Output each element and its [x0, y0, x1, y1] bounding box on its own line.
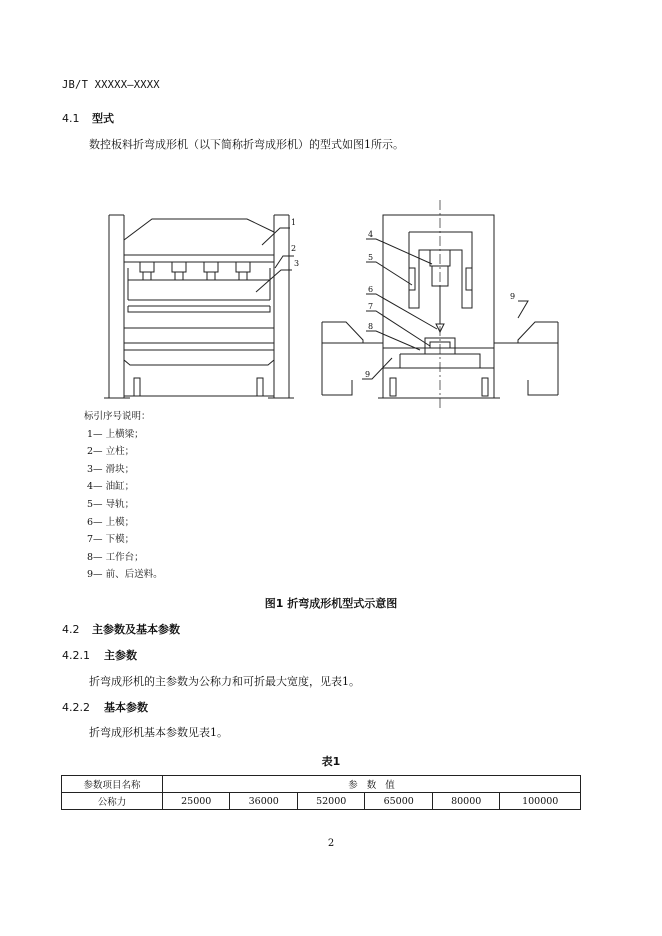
value-cell: 25000 — [163, 793, 230, 810]
callout-4: 4 — [368, 230, 374, 239]
section-4-2-heading — [62, 621, 180, 637]
callout-2-front: 2 — [291, 244, 297, 253]
value-cell: 52000 — [297, 793, 364, 810]
section-title: 基本参数 — [104, 701, 148, 714]
section-4-1-paragraph: 数控板料折弯成形机（以下简称折弯成形机）的型式如图1所示。 — [89, 138, 404, 151]
callout-3-front: 3 — [294, 259, 300, 268]
legend-item: 8— 工作台； — [87, 551, 144, 563]
legend-item: 3— 滑块； — [87, 463, 135, 475]
document-code: JB/T XXXXX—XXXX — [62, 79, 160, 91]
legend-item: 5— 导轨； — [87, 498, 135, 510]
callout-1-front: 1 — [291, 218, 297, 227]
parameters-table — [61, 775, 581, 810]
section-number: 4.2 — [62, 623, 80, 636]
value-cell: 80000 — [432, 793, 499, 810]
figure-caption: 图1 折弯成形机型式示意图 — [264, 597, 398, 610]
section-4-2-1-paragraph: 折弯成形机的主参数为公称力和可折最大宽度，见表1。 — [89, 675, 360, 688]
side-view-drawing — [322, 200, 558, 408]
value-cell: 100000 — [500, 793, 581, 810]
value-cell: 36000 — [230, 793, 297, 810]
legend-item: 1— 上横梁； — [87, 428, 144, 440]
figure-legend — [84, 408, 163, 584]
legend-item: 7— 下模； — [87, 534, 135, 546]
callout-8: 8 — [368, 322, 374, 331]
table-header-row — [62, 776, 581, 793]
legend-item: 4— 油缸； — [87, 481, 135, 493]
section-title: 主参数及基本参数 — [92, 623, 180, 636]
section-number: 4.2.1 — [62, 649, 90, 662]
section-number: 4.1 — [62, 112, 80, 125]
callout-6: 6 — [368, 285, 374, 294]
table-row — [62, 793, 581, 810]
section-4-2-1-heading — [62, 647, 137, 663]
callout-5: 5 — [368, 253, 374, 262]
header-name-cell: 参数项目名称 — [62, 776, 163, 793]
header-values-cell: 参 数 值 — [163, 776, 581, 793]
value-cell: 65000 — [365, 793, 432, 810]
legend-item: 6— 上模； — [87, 516, 135, 528]
section-title: 型式 — [92, 112, 114, 125]
press-brake-figure — [0, 195, 662, 410]
callout-9-rear-feed: 9 — [510, 292, 516, 301]
front-view-drawing — [104, 215, 297, 398]
legend-item: 9— 前、后送料。 — [87, 569, 163, 581]
table-title: 表1 — [321, 755, 341, 768]
legend-item: 2— 立柱； — [87, 446, 135, 458]
legend-title: 标引序号说明： — [84, 411, 151, 422]
section-4-1-heading — [62, 110, 114, 126]
page-number: 2 — [327, 838, 335, 849]
section-4-2-2-heading — [62, 699, 148, 715]
callout-9-front-feed: 9 — [365, 370, 371, 379]
section-4-2-2-paragraph: 折弯成形机基本参数见表1。 — [89, 726, 228, 739]
row-label-cell: 公称力 — [62, 793, 163, 810]
section-title: 主参数 — [104, 649, 137, 662]
section-number: 4.2.2 — [62, 701, 90, 714]
callout-7: 7 — [368, 302, 374, 311]
